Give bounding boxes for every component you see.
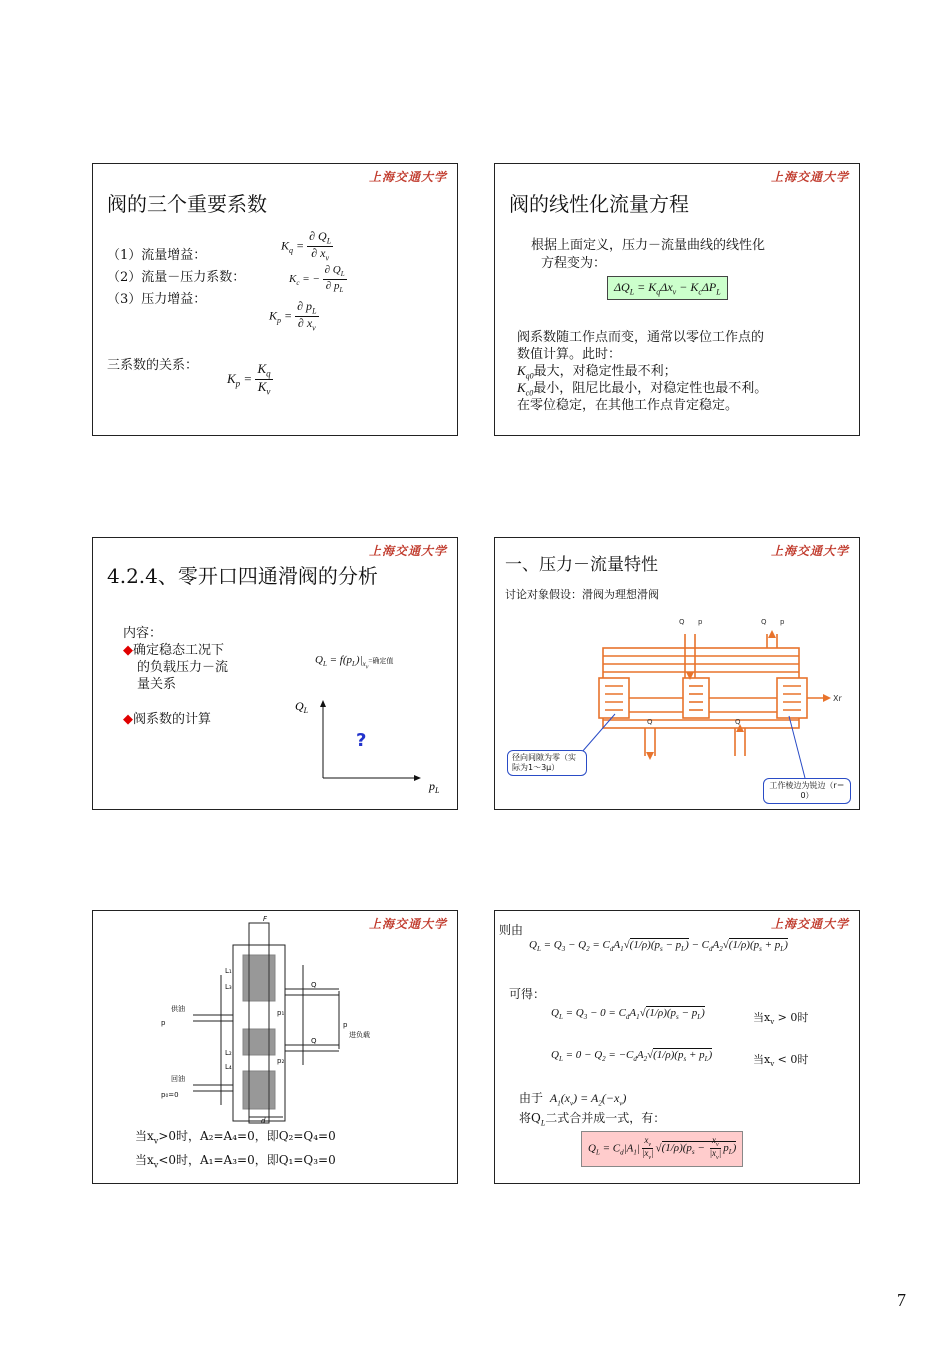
y-axis-arrow-icon: [320, 700, 326, 707]
condition-negative: 当$x_v<0$时，A₁=A₃=0，即Q₁=Q₃=0: [135, 1153, 336, 1170]
slide-linearized-flow: [494, 163, 860, 436]
formula-kp: $K_p$ = $\frac{\partial p_L}{\partial x_v}$: [269, 299, 317, 333]
svg-text:Q: Q: [647, 718, 653, 726]
return-label: 回油: [171, 1075, 185, 1083]
supply-label: 供油: [171, 1005, 185, 1013]
svg-text:p₀=0: p₀=0: [161, 1091, 179, 1099]
para-line-1: 阀系数随工作点而变，通常以零位工作点的: [517, 330, 765, 345]
then-label: 则由: [499, 923, 524, 937]
y-axis-label: $Q_L$: [295, 699, 309, 715]
svg-text:p₂: p₂: [277, 1057, 285, 1065]
spool-direction-arrow-icon: [823, 694, 831, 702]
since-line: 由于 $A_1(x_v) = A_2(-x_v)$: [519, 1091, 627, 1108]
diamond-bullet-icon: ◆: [123, 712, 133, 727]
diamond-bullet-icon: ◆: [123, 643, 133, 658]
bullet-2: ◆阀系数的计算: [123, 712, 212, 727]
svg-text:Q: Q: [761, 618, 767, 626]
combined-equation: $Q_L = C_d|A_1|$ $\frac{x_v}{|x_v|}$ $√(1/\rho)(p_s$ − $\frac{x_v}{|x_v|}$ $p_L$): [581, 1131, 743, 1167]
slide-valve-coefficients: [92, 163, 458, 436]
callout-sharp-edge: 工作棱边为锐边（r＝0）: [763, 778, 851, 804]
slide-title: 一、压力－流量特性: [505, 555, 658, 575]
spool-land-left: [599, 678, 629, 718]
para-line-2: 数值计算。此时：: [517, 347, 622, 362]
svg-text:p₁: p₁: [277, 1009, 285, 1017]
intro-line-1: 根据上面定义，压力－流量曲线的线性化: [531, 238, 766, 253]
linearized-equation: $\Delta Q_L = K_q\Delta x_v - K_c\Delta P_L$: [607, 276, 728, 300]
slide-pressure-flow: [494, 537, 860, 810]
condition-negative: 当$x_v < 0$时: [753, 1053, 809, 1069]
svg-text:p: p: [343, 1021, 348, 1029]
question-mark: ?: [356, 730, 367, 751]
formula-ql-function: $Q_L = f(p_L)|_{x_v}=$确定值: [315, 654, 394, 671]
return-arrow-icon: [646, 752, 654, 760]
combine-line: 将$Q_L$二式合并成一式，有：: [519, 1111, 666, 1128]
svg-text:p: p: [698, 618, 703, 626]
intro-line-2: 方程变为：: [541, 256, 607, 271]
svg-text:Q: Q: [679, 618, 685, 626]
university-logo: 上海交通大学: [770, 170, 849, 184]
slide-spool-cross-section: [92, 910, 458, 1184]
x-axis-label: $p_L$: [429, 779, 440, 795]
formula-kc: $K_c$ = − $\frac{\partial Q_L}{\partial p_L}$: [289, 264, 345, 295]
item-flow-pressure-coef: （2）流量－压力系数：: [107, 270, 246, 285]
formula-relation: $K_p$ = $\frac{K_q}{K_v}$: [227, 361, 271, 398]
svg-text:d: d: [261, 1117, 266, 1125]
spool-land-right: [777, 678, 807, 718]
svg-text:L₂: L₂: [225, 1049, 232, 1057]
para-line-5: 在零位稳定，在其他工作点肯定稳定。: [517, 398, 739, 413]
slide-title: 阀的三个重要系数: [107, 192, 267, 216]
equation-ql-positive: $Q_L = Q_3 - 0 = C_dA_1√(1/\rho)(p_s - p_L)$: [551, 1007, 705, 1022]
slide-title: 4.2.4、零开口四通滑阀的分析: [107, 564, 378, 588]
svg-text:Q: Q: [311, 1037, 317, 1045]
equation-ql-negative: $Q_L = 0 - Q_2 = -C_dA_2√(1/\rho)(p_s + p_L)$: [551, 1049, 713, 1064]
university-logo: 上海交通大学: [368, 544, 447, 558]
para-line-4-text: 最小，阻尼比最小，对稳定性也最不利。: [533, 381, 768, 396]
page-number: 7: [897, 1290, 906, 1310]
slide-flow-derivation: [494, 910, 860, 1184]
relation-label: 三系数的关系：: [107, 358, 199, 373]
svg-text:p: p: [161, 1019, 166, 1027]
svg-text:Q: Q: [311, 981, 317, 989]
can-get-label: 可得：: [509, 987, 546, 1001]
callout-pointer-right: [789, 716, 805, 778]
bullet-1: ◆确定稳态工况下 的负载压力－流 量关系: [123, 643, 229, 692]
svg-text:Q: Q: [735, 718, 741, 726]
university-logo: 上海交通大学: [770, 917, 849, 931]
slide-subtitle: 讨论对象假设：滑阀为理想滑阀: [505, 588, 659, 601]
svg-text:L₃: L₃: [225, 983, 232, 991]
slide-zero-lap-analysis: [92, 537, 458, 810]
content-label: 内容：: [123, 626, 163, 641]
item-pressure-gain: （3）压力增益：: [107, 292, 207, 307]
para-line-3: $K_{q0}$最大，对稳定性最不利；: [517, 363, 677, 381]
svg-text:L₁: L₁: [225, 967, 232, 975]
university-logo: 上海交通大学: [368, 170, 447, 184]
spool-land-middle: [683, 678, 709, 718]
university-logo: 上海交通大学: [368, 917, 447, 931]
equation-ql-general: $Q_L = Q_3 - Q_2 = C_dA_1√(1/\rho)(p_s - p_L) - C_dA_2√(1/\rho)(p_s + p_L)$: [529, 939, 788, 954]
svg-text:p: p: [780, 618, 785, 626]
svg-text:L₄: L₄: [225, 1063, 232, 1071]
condition-positive: 当$x_v>0$时，A₂=A₄=0，即Q₂=Q₄=0: [135, 1129, 336, 1146]
xr-label: Xr: [833, 694, 842, 703]
para-line-4: $K_{c0}$最小，阻尼比最小，对稳定性也最不利。: [517, 380, 768, 398]
spool-section-drawing: [153, 915, 413, 1125]
load-arrow-icon: [768, 630, 776, 638]
x-axis-arrow-icon: [414, 775, 421, 781]
callout-radial-clearance: 径向间隙为零（实际为1～3μ）: [507, 750, 587, 776]
university-logo: 上海交通大学: [770, 544, 849, 558]
slide-title: 阀的线性化流量方程: [509, 192, 689, 216]
svg-text:F: F: [263, 915, 268, 923]
condition-positive: 当$x_v > 0$时: [753, 1011, 809, 1027]
item-flow-gain: （1）流量增益：: [107, 248, 207, 263]
para-line-3-text: 最大，对稳定性最不利；: [533, 364, 677, 379]
load-label: 进负载: [349, 1031, 370, 1039]
formula-kq: $K_q$ = $\frac{\partial Q_L}{\partial x_v}$: [281, 229, 332, 263]
